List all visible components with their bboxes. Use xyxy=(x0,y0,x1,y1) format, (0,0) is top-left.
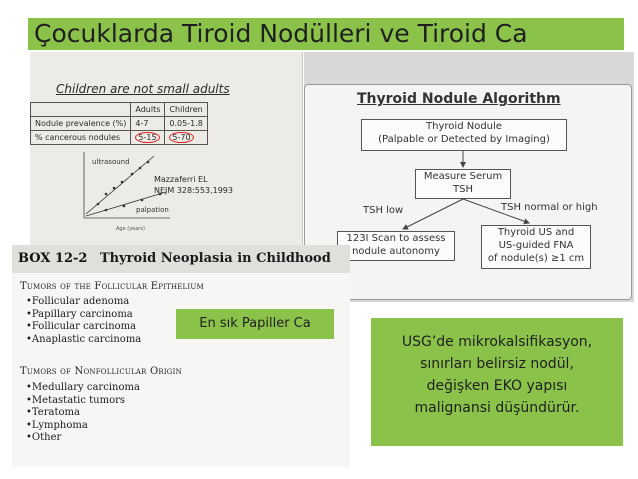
algorithm-title: Thyroid Nodule Algorithm xyxy=(357,91,561,107)
nonfollicular-list xyxy=(26,382,140,445)
list-item: • Follicular adenoma xyxy=(26,296,141,309)
measure-tsh-line: TSH xyxy=(453,184,473,195)
section-nonfollicular-heading: Tumors of Nonfollicular Origin xyxy=(20,366,182,377)
usg-line: malignansi düşündürür. xyxy=(414,400,580,416)
reference-author: Mazzaferri EL xyxy=(154,175,208,184)
usg-callout xyxy=(371,318,623,446)
arrow-to-fna xyxy=(463,199,529,223)
table-row xyxy=(31,131,208,145)
table-row xyxy=(31,117,208,131)
reference xyxy=(154,174,233,196)
box-title: Thyroid Neoplasia in Childhood xyxy=(100,251,331,266)
algorithm-card xyxy=(304,84,632,300)
iodine-scan-line: 123I Scan to assess xyxy=(346,233,446,244)
branch-low-label: TSH low xyxy=(363,205,404,216)
papillary-callout: En sık Papiller Ca xyxy=(176,309,334,339)
reference-journal: NEJM 328:553,1993 xyxy=(154,186,233,195)
arrow-to-scan xyxy=(403,199,463,229)
prevalence-table xyxy=(30,102,208,145)
box-header xyxy=(12,245,350,273)
algorithm-photo xyxy=(304,52,634,302)
box-tag: BOX 12-2 xyxy=(18,251,88,266)
plot-x-label: Age (years) xyxy=(116,226,145,232)
section-follicular-heading: Tumors of the Follicular Epithelium xyxy=(20,281,204,292)
branch-normal-label: TSH normal or high xyxy=(501,202,598,213)
circled-value: 5-15 xyxy=(135,132,159,143)
plot-points xyxy=(97,161,162,212)
table-cell: 4-7 xyxy=(131,117,165,131)
table-cell xyxy=(165,131,207,145)
table-cell: Nodule prevalence (%) xyxy=(31,117,131,131)
notebook-heading: Children are not small adults xyxy=(56,82,230,96)
list-item: • Follicular carcinoma xyxy=(26,321,141,334)
list-item: • Lymphoma xyxy=(26,420,140,433)
nodule-box-line: (Palpable or Detected by Imaging) xyxy=(378,134,550,145)
table-header xyxy=(31,103,131,117)
box-12-2 xyxy=(12,245,350,467)
palpation-label: palpation xyxy=(136,206,169,214)
table-cell: % cancerous nodules xyxy=(31,131,131,145)
iodine-scan-line: nodule autonomy xyxy=(352,246,440,257)
ultrasound-label: ultrasound xyxy=(92,158,130,166)
list-item: • Papillary carcinoma xyxy=(26,309,141,322)
table-header: Adults xyxy=(131,103,165,117)
table-cell: 0.05-1.8 xyxy=(165,117,207,131)
notebook-photo xyxy=(30,52,303,248)
nodule-box-line: Thyroid Nodule xyxy=(426,121,502,132)
us-fna-line: of nodule(s) ≥1 cm xyxy=(487,253,585,264)
list-item: • Medullary carcinoma xyxy=(26,382,140,395)
list-item: • Teratoma xyxy=(26,407,140,420)
us-fna-line: Thyroid US and xyxy=(497,227,575,238)
usg-line: değişken EKO yapısı xyxy=(426,378,568,394)
table-cell xyxy=(131,131,165,145)
us-fna-line: US-guided FNA xyxy=(498,240,574,251)
algorithm-arrows xyxy=(305,85,631,299)
list-item: • Metastatic tumors xyxy=(26,395,140,408)
usg-line: sınırları belirsiz nodül, xyxy=(420,356,574,372)
slide-title: Çocuklarda Tiroid Nodülleri ve Tiroid Ca xyxy=(28,18,624,50)
measure-tsh-line: Measure Serum xyxy=(423,171,503,182)
follicular-list xyxy=(26,296,141,346)
list-item: • Anaplastic carcinoma xyxy=(26,334,141,347)
table-header: Children xyxy=(165,103,207,117)
table-header-row xyxy=(31,103,208,117)
usg-line: USG’de mikrokalsifikasyon, xyxy=(401,334,593,350)
list-item: • Other xyxy=(26,432,140,445)
circled-value: 5-70 xyxy=(169,132,193,143)
